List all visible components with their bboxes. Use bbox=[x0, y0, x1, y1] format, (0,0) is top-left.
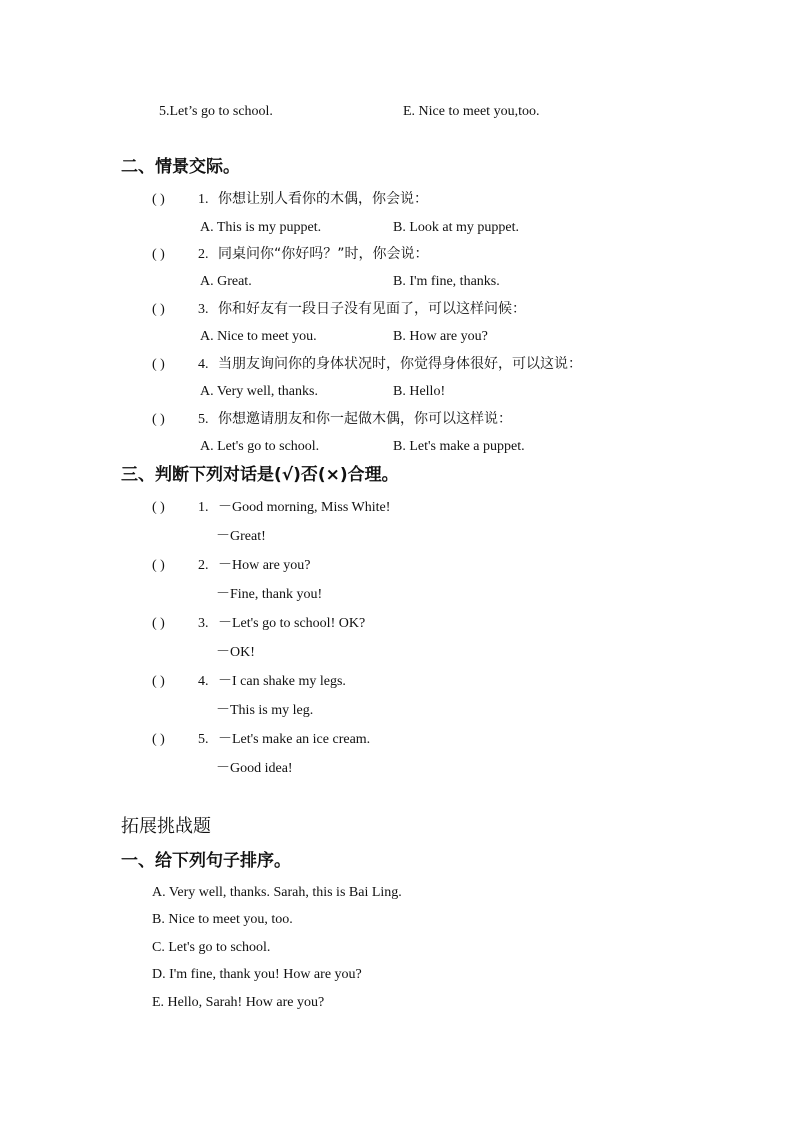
question-row bbox=[152, 355, 582, 374]
answer-paren[interactable]: ( ) bbox=[152, 357, 165, 372]
option-a: A. Very well, thanks. bbox=[200, 384, 318, 399]
option-a: A. Great. bbox=[200, 274, 252, 289]
answer-paren[interactable]: ( ) bbox=[152, 302, 165, 317]
dialog-response: －Great! bbox=[216, 529, 266, 544]
dialog-response: －This is my leg. bbox=[216, 703, 314, 718]
answer-paren[interactable]: ( ) bbox=[152, 500, 165, 515]
sort-item: C. Let's go to school. bbox=[152, 940, 271, 955]
section-3-title: 三、判断下列对话是(√)否(×)合理。 bbox=[121, 465, 399, 485]
sort-item: D. I'm fine, thank you! How are you? bbox=[152, 967, 362, 982]
option-a: A. Let's go to school. bbox=[200, 439, 320, 454]
dialog-row bbox=[152, 615, 365, 633]
dialog-question: －I can shake my legs. bbox=[218, 674, 346, 689]
extension-title: 拓展挑战题 bbox=[121, 816, 211, 837]
option-b: B. Look at my puppet. bbox=[393, 220, 519, 235]
question-text: 同桌问你“你好吗？”时，你会说： bbox=[218, 246, 429, 262]
top-item-left: 5.Let’s go to school. bbox=[159, 104, 273, 119]
dialog-question: －Let's go to school! OK? bbox=[218, 616, 366, 631]
question-row bbox=[152, 410, 512, 429]
dialog-row bbox=[152, 731, 370, 749]
dialog-row bbox=[152, 499, 390, 517]
question-number: 5. bbox=[198, 412, 209, 427]
answer-paren[interactable]: ( ) bbox=[152, 247, 165, 262]
option-b: B. I'm fine, thanks. bbox=[393, 274, 500, 289]
question-row bbox=[152, 190, 428, 209]
option-b: B. Hello! bbox=[393, 384, 446, 399]
answer-paren[interactable]: ( ) bbox=[152, 558, 165, 573]
dialog-question: －Let's make an ice cream. bbox=[218, 732, 371, 747]
extension-subtitle: 一、给下列句子排序。 bbox=[121, 851, 291, 871]
dialog-number: 3. bbox=[198, 616, 209, 631]
sort-item: E. Hello, Sarah! How are you? bbox=[152, 995, 325, 1010]
question-text: 你想邀请朋友和你一起做木偶，你可以这样说： bbox=[218, 411, 512, 427]
question-text: 当朋友询问你的身体状况时，你觉得身体很好，可以这说： bbox=[218, 356, 582, 372]
question-number: 3. bbox=[198, 302, 209, 317]
option-a: A. Nice to meet you. bbox=[200, 329, 317, 344]
sort-item: A. Very well, thanks. Sarah, this is Bai Ling. bbox=[152, 885, 402, 900]
answer-paren[interactable]: ( ) bbox=[152, 412, 165, 427]
dialog-response: －OK! bbox=[216, 645, 255, 660]
question-row bbox=[152, 300, 526, 319]
option-b: B. How are you? bbox=[393, 329, 488, 344]
top-item-right: E. Nice to meet you,too. bbox=[403, 104, 540, 119]
sort-item: B. Nice to meet you, too. bbox=[152, 912, 293, 927]
option-b: B. Let's make a puppet. bbox=[393, 439, 525, 454]
dialog-number: 2. bbox=[198, 558, 209, 573]
question-number: 2. bbox=[198, 247, 209, 262]
question-text: 你和好友有一段日子没有见面了，可以这样问候： bbox=[218, 301, 526, 317]
question-text: 你想让别人看你的木偶，你会说： bbox=[218, 191, 428, 207]
question-row bbox=[152, 245, 429, 264]
dialog-response: －Fine, thank you! bbox=[216, 587, 323, 602]
answer-paren[interactable]: ( ) bbox=[152, 616, 165, 631]
dialog-number: 1. bbox=[198, 500, 209, 515]
dialog-question: －Good morning, Miss White! bbox=[218, 500, 391, 515]
answer-paren[interactable]: ( ) bbox=[152, 674, 165, 689]
answer-paren[interactable]: ( ) bbox=[152, 732, 165, 747]
dialog-question: －How are you? bbox=[218, 558, 311, 573]
dialog-row bbox=[152, 557, 311, 575]
dialog-number: 5. bbox=[198, 732, 209, 747]
answer-paren[interactable]: ( ) bbox=[152, 192, 165, 207]
dialog-response: －Good idea! bbox=[216, 761, 293, 776]
section-2-title: 二、情景交际。 bbox=[121, 157, 240, 177]
question-number: 1. bbox=[198, 192, 209, 207]
dialog-number: 4. bbox=[198, 674, 209, 689]
question-number: 4. bbox=[198, 357, 209, 372]
option-a: A. This is my puppet. bbox=[200, 220, 322, 235]
dialog-row bbox=[152, 673, 346, 691]
